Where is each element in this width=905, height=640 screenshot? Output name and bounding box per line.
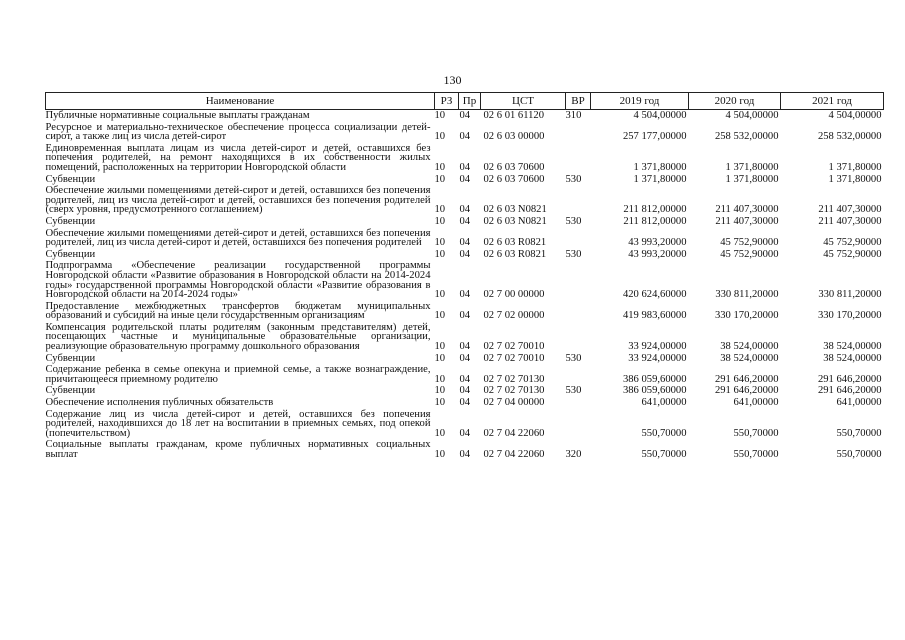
row-2021: 211 407,30000 — [818, 204, 882, 216]
row-2019: 43 993,20000 — [628, 248, 687, 260]
row-2020: 550,70000 — [733, 427, 779, 439]
row-rz: 10 — [434, 397, 446, 409]
row-2021: 330 811,20000 — [818, 289, 882, 301]
row-2020: 38 524,00000 — [720, 341, 779, 353]
table-row — [46, 301, 884, 322]
budget-table — [45, 92, 884, 461]
row-pr: 04 — [459, 427, 471, 439]
table-row — [46, 174, 884, 186]
row-2019: 420 624,60000 — [622, 289, 687, 301]
row-2019: 1 371,80000 — [633, 161, 687, 173]
row-name: Ресурсное и материально-техническое обеспечение процесса социализации детей-сирот, а также лиц из числа детей-сирот — [45, 121, 431, 143]
row-vr: 310 — [565, 110, 582, 121]
row-vr — [566, 185, 591, 216]
row-2021: 291 646,20000 — [817, 373, 882, 385]
row-cst: 02 6 03 70600 — [483, 161, 545, 173]
row-name: Подпрограмма «Обеспечение реализации государственной программы Новгородской области «Развитие образования в Новгородской области на 2014-2024 годы» государственной программы Новгородской области «Развитие образования в Новгородской области на 2014-2024 годы» — [45, 260, 431, 301]
row-vr — [566, 409, 591, 440]
row-pr: 04 — [459, 173, 471, 185]
row-rz: 10 — [434, 173, 446, 185]
row-cst: 02 6 03 R0821 — [483, 248, 547, 260]
row-2020: 330 170,20000 — [714, 310, 779, 322]
row-pr: 04 — [459, 397, 471, 409]
table-row — [46, 364, 884, 385]
row-rz: 10 — [434, 161, 446, 173]
row-pr: 04 — [459, 341, 471, 353]
row-2020: 291 646,20000 — [714, 385, 779, 397]
table-row — [46, 409, 884, 440]
row-vr — [566, 228, 591, 249]
row-vr — [566, 397, 591, 409]
row-rz: 10 — [434, 449, 446, 460]
row-vr: 530 — [565, 173, 582, 185]
row-2019: 641,00000 — [641, 397, 687, 409]
table-header — [46, 93, 884, 110]
row-rz: 10 — [434, 352, 446, 364]
row-2020: 330 811,20000 — [715, 289, 779, 301]
header-cst: ЦСТ — [481, 93, 566, 110]
row-vr — [566, 364, 591, 385]
row-cst: 02 6 01 61120 — [483, 110, 545, 121]
row-cst: 02 6 03 N0821 — [483, 215, 547, 227]
row-2019: 4 504,00000 — [633, 110, 687, 121]
row-vr — [566, 301, 591, 322]
table-row — [46, 439, 884, 460]
table-row — [46, 260, 884, 300]
table-row — [46, 397, 884, 409]
row-vr: 530 — [565, 352, 582, 364]
row-cst: 02 7 00 00000 — [483, 289, 545, 301]
table-body — [46, 110, 884, 461]
row-vr — [566, 143, 591, 174]
row-name: Обеспечение жилыми помещениями детей-сирот и детей, оставшихся без попечения родителей, лиц из числа детей-сирот и детей, оставшихся без попечения родителей — [45, 227, 431, 249]
row-pr: 04 — [459, 131, 471, 143]
row-name: Содержание лиц из числа детей-сирот и детей, оставшихся без попечения родителей, находившихся до 18 лет на воспитании в приемных семьях, под опекой (попечительством) — [45, 408, 431, 439]
table-row — [46, 385, 884, 397]
row-vr — [566, 122, 591, 143]
row-cst: 02 6 03 00000 — [483, 131, 545, 143]
row-vr — [566, 260, 591, 300]
row-2019: 43 993,20000 — [628, 237, 687, 249]
row-rz: 10 — [434, 215, 446, 227]
row-2020: 258 532,00000 — [714, 131, 779, 143]
row-pr: 04 — [459, 310, 471, 322]
row-pr: 04 — [459, 161, 471, 173]
row-name: Обеспечение жилыми помещениями детей-сирот и детей, оставшихся без попечения родителей, лиц из числа детей-сирот и детей, оставшихся без попечения родителей (сверх уровня, предусмотренного соглашением) — [45, 185, 431, 216]
row-cst: 02 7 04 22060 — [483, 449, 545, 460]
row-2020: 211 407,30000 — [715, 215, 779, 227]
row-2021: 45 752,90000 — [823, 248, 882, 260]
table-row — [46, 249, 884, 261]
row-2021: 550,70000 — [836, 427, 882, 439]
row-cst: 02 6 03 70600 — [483, 173, 545, 185]
row-rz: 10 — [434, 289, 446, 301]
row-2020: 641,00000 — [733, 397, 779, 409]
row-2020: 4 504,00000 — [725, 110, 779, 121]
header-2021: 2021 год — [781, 93, 884, 110]
row-name: Социальные выплаты гражданам, кроме публичных нормативных социальных выплат — [45, 439, 431, 460]
table-row — [46, 110, 884, 122]
row-name: Компенсация родительской платы родителям (законным представителям) детей, посещающих частные и муниципальные образовательные организации, реализующие образовательную программу дошкольного образования — [45, 321, 431, 353]
row-name: Содержание ребенка в семье опекуна и приемной семье, а также вознаграждение, причитающееся приемному родителю — [45, 364, 431, 385]
row-2020: 550,70000 — [733, 449, 779, 460]
row-2020: 211 407,30000 — [715, 204, 779, 216]
row-vr — [566, 322, 591, 353]
row-cst: 02 6 03 N0821 — [483, 204, 547, 216]
row-rz: 10 — [434, 341, 446, 353]
row-2021: 45 752,90000 — [823, 237, 882, 249]
row-name: Субвенции — [45, 248, 96, 260]
row-2020: 45 752,90000 — [720, 237, 779, 249]
row-cst: 02 7 02 70010 — [483, 352, 545, 364]
row-name: Обеспечение исполнения публичных обязательств — [45, 397, 274, 409]
row-2020: 38 524,00000 — [720, 352, 779, 364]
row-pr: 04 — [459, 449, 471, 460]
row-rz: 10 — [434, 248, 446, 260]
row-pr: 04 — [459, 204, 471, 216]
table-row — [46, 122, 884, 143]
row-rz: 10 — [434, 237, 446, 249]
header-pr: Пр — [459, 93, 481, 110]
row-pr: 04 — [459, 215, 471, 227]
row-2019: 33 924,00000 — [628, 352, 687, 364]
row-cst: 02 7 02 00000 — [483, 310, 545, 322]
row-rz: 10 — [434, 204, 446, 216]
row-name: Публичные нормативные социальные выплаты гражданам — [45, 110, 310, 121]
row-2021: 330 170,20000 — [817, 310, 882, 322]
row-2020: 1 371,80000 — [725, 173, 779, 185]
table-row — [46, 143, 884, 174]
page-number: 130 — [443, 73, 462, 87]
row-rz: 10 — [434, 385, 446, 397]
row-rz: 10 — [434, 110, 446, 121]
row-2021: 641,00000 — [836, 397, 882, 409]
row-cst: 02 7 04 22060 — [483, 427, 545, 439]
row-2021: 211 407,30000 — [818, 215, 882, 227]
row-2019: 386 059,60000 — [622, 385, 687, 397]
table-row — [46, 185, 884, 216]
table-row — [46, 353, 884, 365]
row-pr: 04 — [459, 237, 471, 249]
row-2021: 258 532,00000 — [817, 131, 882, 143]
row-2019: 386 059,60000 — [622, 373, 687, 385]
row-2020: 45 752,90000 — [720, 248, 779, 260]
row-2021: 38 524,00000 — [823, 352, 882, 364]
header-name: Наименование — [46, 93, 435, 110]
row-pr: 04 — [459, 110, 471, 121]
row-rz: 10 — [434, 427, 446, 439]
row-2021: 291 646,20000 — [817, 385, 882, 397]
row-cst: 02 7 02 70130 — [483, 385, 545, 397]
row-2021: 38 524,00000 — [823, 341, 882, 353]
row-cst: 02 7 02 70010 — [483, 341, 545, 353]
row-2019: 257 177,00000 — [622, 131, 687, 143]
row-pr: 04 — [459, 248, 471, 260]
row-rz: 10 — [434, 373, 446, 385]
row-name: Субвенции — [45, 352, 96, 364]
row-2020: 1 371,80000 — [725, 161, 779, 173]
row-2021: 4 504,00000 — [828, 110, 882, 121]
row-vr: 530 — [565, 215, 582, 227]
row-name: Субвенции — [45, 385, 96, 397]
row-cst: 02 7 04 00000 — [483, 397, 545, 409]
row-name: Предоставление межбюджетных трансфертов бюджетам муниципальных образований и субсидий на иные цели государственным организациям — [45, 300, 431, 322]
row-2019: 1 371,80000 — [633, 173, 687, 185]
row-cst: 02 7 02 70130 — [483, 373, 545, 385]
row-2019: 550,70000 — [641, 427, 687, 439]
row-pr: 04 — [459, 352, 471, 364]
row-2019: 211 812,00000 — [623, 204, 687, 216]
row-rz: 10 — [434, 310, 446, 322]
header-2019: 2019 год — [591, 93, 689, 110]
header-rz: РЗ — [435, 93, 459, 110]
row-vr: 530 — [565, 248, 582, 260]
row-cst: 02 6 03 R0821 — [483, 237, 547, 249]
row-2019: 550,70000 — [641, 449, 687, 460]
row-pr: 04 — [459, 385, 471, 397]
row-2021: 1 371,80000 — [828, 173, 882, 185]
row-vr: 530 — [565, 385, 582, 397]
row-2019: 419 983,60000 — [622, 310, 687, 322]
header-2020: 2020 год — [689, 93, 781, 110]
row-rz: 10 — [434, 131, 446, 143]
row-name: Субвенции — [45, 173, 96, 185]
table-row — [46, 216, 884, 228]
row-name: Субвенции — [45, 215, 96, 227]
row-pr: 04 — [459, 289, 471, 301]
row-name: Единовременная выплата лицам из числа детей-сирот и детей, оставшихся без попечения родителей, на ремонт находящихся в их собственности жилых помещений, расположенных на территории Новгородской области — [45, 142, 431, 173]
row-2019: 211 812,00000 — [623, 215, 687, 227]
table-row — [46, 228, 884, 249]
row-vr: 320 — [565, 449, 582, 460]
row-2020: 291 646,20000 — [714, 373, 779, 385]
table-row — [46, 322, 884, 353]
row-2021: 1 371,80000 — [828, 161, 882, 173]
row-pr: 04 — [459, 373, 471, 385]
header-vr: ВР — [566, 93, 591, 110]
row-2019: 33 924,00000 — [628, 341, 687, 353]
row-2021: 550,70000 — [836, 449, 882, 460]
